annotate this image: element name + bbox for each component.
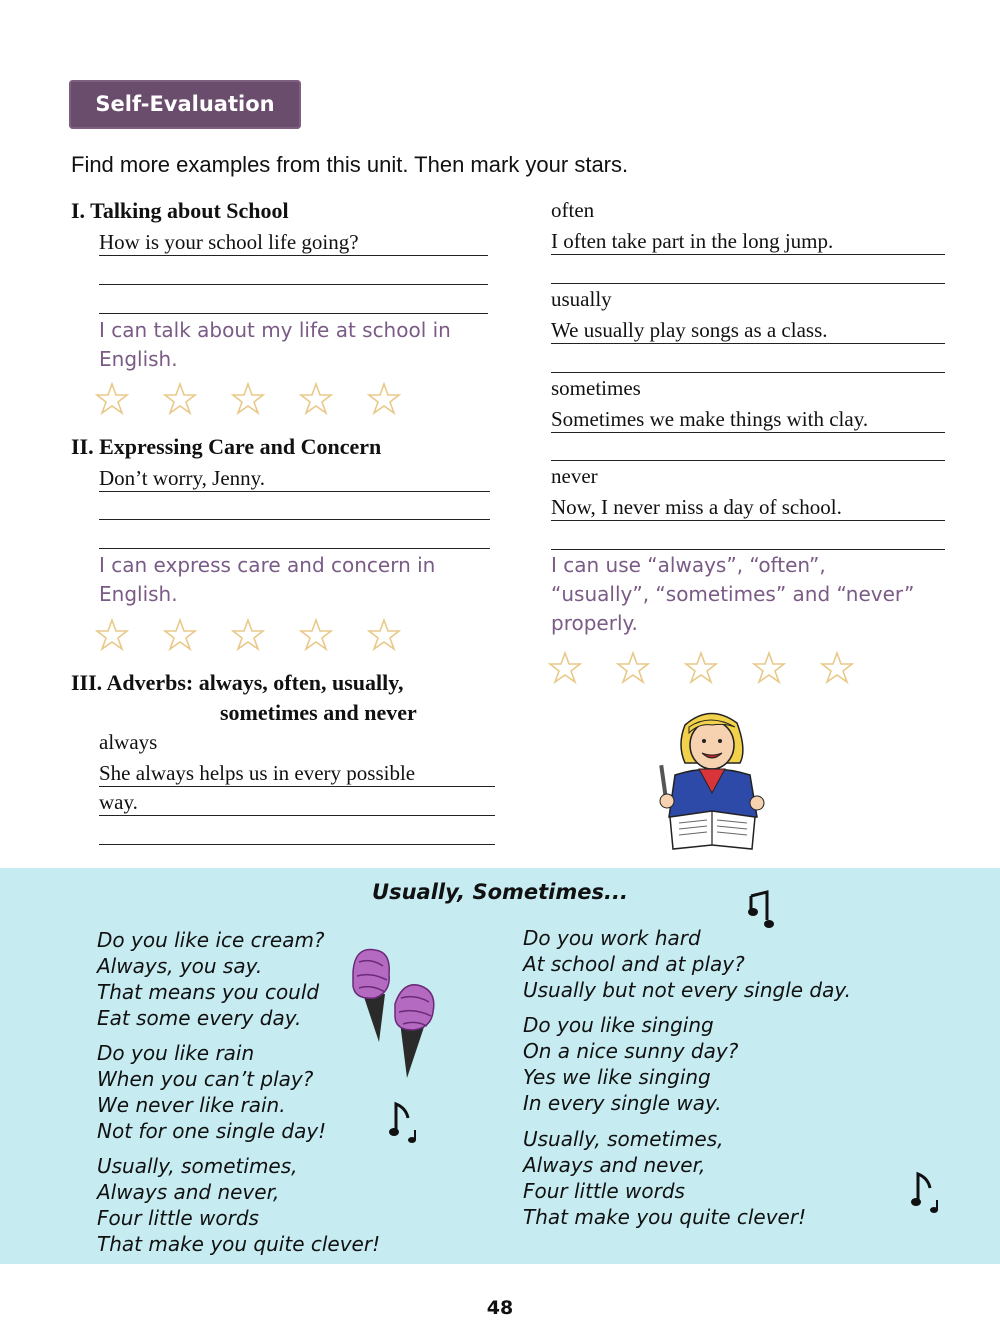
- star-icon[interactable]: [95, 382, 129, 416]
- section3-title-line2: sometimes and never: [220, 700, 417, 725]
- ice-cream-cones-illustration: [345, 942, 440, 1080]
- song-right-verse-2: Do you like singing On a nice sunny day? Yes we like singing In every single way.: [523, 1013, 739, 1115]
- always-example-line1: She always helps us in every possible: [99, 760, 495, 787]
- always-example-line2: way.: [99, 789, 495, 816]
- answer-line[interactable]: [551, 372, 945, 373]
- section1-example: How is your school life going?: [99, 229, 488, 256]
- song-left-verse-1: Do you like ice cream? Always, you say. That means you could Eat some every day.: [97, 928, 325, 1030]
- sometimes-example: Sometimes we make things with clay.: [551, 406, 945, 433]
- section1-cando: I can talk about my life at school in English.: [99, 318, 451, 371]
- star-icon[interactable]: [163, 382, 197, 416]
- never-example: Now, I never miss a day of school.: [551, 494, 945, 521]
- song-left-verse-2: Do you like rain When you can’t play? We never like rain. Not for one single day!: [97, 1041, 327, 1143]
- answer-line[interactable]: [551, 460, 945, 461]
- song-right-verse-3: Usually, sometimes, Always and never, Four little words That make you quite clever!: [523, 1127, 807, 1229]
- usually-label: usually: [551, 287, 612, 311]
- song-title: Usually, Sometimes...: [372, 880, 628, 904]
- star-icon[interactable]: [616, 651, 650, 685]
- star-icon[interactable]: [95, 618, 129, 652]
- music-note-icon: [745, 890, 777, 932]
- never-label: never: [551, 464, 598, 488]
- section2-example: Don’t worry, Jenny.: [99, 465, 490, 492]
- answer-line[interactable]: [99, 519, 490, 520]
- star-icon[interactable]: [820, 651, 854, 685]
- song-left-verse-3: Usually, sometimes, Always and never, Four little words That make you quite clever!: [97, 1154, 381, 1256]
- section1-stars: [95, 382, 401, 416]
- answer-line[interactable]: [99, 548, 490, 549]
- answer-line[interactable]: [551, 549, 945, 550]
- music-note-icon: [910, 1170, 942, 1216]
- section3-title-line1: III. Adverbs: always, often, usually,: [71, 670, 404, 695]
- section2-stars: [95, 618, 401, 652]
- star-icon[interactable]: [548, 651, 582, 685]
- section2-title: II. Expressing Care and Concern: [71, 434, 382, 459]
- intro-text: Find more examples from this unit. Then mark your stars.: [71, 152, 629, 177]
- star-icon[interactable]: [231, 382, 265, 416]
- always-label: always: [99, 730, 158, 754]
- section3-cando: I can use “always”, “often”, “usually”, “sometimes” and “never” properly.: [551, 553, 915, 635]
- page-number: 48: [486, 1297, 514, 1319]
- often-label: often: [551, 198, 595, 222]
- answer-line[interactable]: [99, 844, 495, 845]
- sometimes-label: sometimes: [551, 376, 641, 400]
- song-right-verse-1: Do you work hard At school and at play? Usually but not every single day.: [523, 926, 851, 1002]
- often-example: I often take part in the long jump.: [551, 228, 945, 255]
- section3-stars: [548, 651, 854, 685]
- section1-title: I. Talking about School: [71, 198, 289, 223]
- star-icon[interactable]: [163, 618, 197, 652]
- music-note-icon: [388, 1100, 420, 1146]
- star-icon[interactable]: [299, 382, 333, 416]
- star-icon[interactable]: [367, 618, 401, 652]
- self-evaluation-badge: Self-Evaluation: [69, 80, 301, 129]
- answer-line[interactable]: [551, 283, 945, 284]
- girl-reading-illustration: [655, 705, 770, 855]
- usually-example: We usually play songs as a class.: [551, 317, 945, 344]
- star-icon[interactable]: [752, 651, 786, 685]
- star-icon[interactable]: [299, 618, 333, 652]
- star-icon[interactable]: [684, 651, 718, 685]
- star-icon[interactable]: [231, 618, 265, 652]
- section2-cando: I can express care and concern in English.: [99, 553, 436, 606]
- star-icon[interactable]: [367, 382, 401, 416]
- answer-line[interactable]: [99, 284, 488, 285]
- answer-line[interactable]: [99, 313, 488, 314]
